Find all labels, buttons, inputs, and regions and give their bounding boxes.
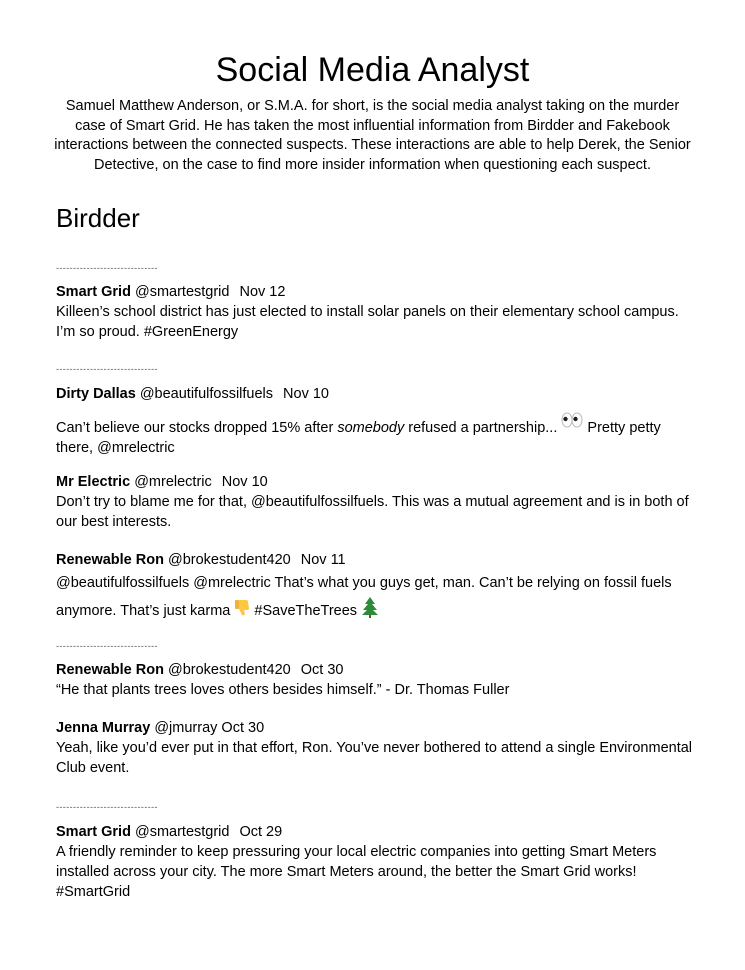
post <box>56 282 696 342</box>
divider: ------------------------------ <box>56 364 158 374</box>
post <box>56 384 696 458</box>
post-date: Oct 30 <box>221 720 265 736</box>
post-handle[interactable]: @smartestgrid <box>134 824 230 840</box>
post-text: Killeen’s school district has just elected to install solar panels on their elementary school campus. I’m so proud. #GreenEnergy <box>56 304 679 340</box>
post-date: Nov 12 <box>239 284 286 300</box>
divider: ------------------------------ <box>56 802 158 812</box>
post <box>56 822 696 902</box>
post-author[interactable]: Dirty Dallas <box>56 386 136 402</box>
post-header <box>56 384 696 404</box>
eyes-icon <box>561 412 583 428</box>
post-handle[interactable]: @brokestudent420 <box>168 552 291 568</box>
post-header <box>56 472 696 492</box>
post-handle[interactable]: @brokestudent420 <box>168 662 291 678</box>
page-title: Social Media Analyst <box>215 51 530 89</box>
post-author[interactable]: Smart Grid <box>56 284 131 300</box>
post-header <box>56 282 696 302</box>
post-author[interactable]: Smart Grid <box>56 824 131 840</box>
post-author[interactable]: Renewable Ron <box>56 552 164 568</box>
post-text: Can’t believe our stocks dropped 15% after somebody refused a partnership... Pretty petty there, @mrelectric <box>56 412 696 458</box>
divider: ------------------------------ <box>56 263 158 273</box>
post <box>56 550 696 624</box>
post-handle[interactable]: @jmurray <box>154 720 218 736</box>
post-handle[interactable]: @beautifulfossilfuels <box>139 386 274 402</box>
post-date: Nov 10 <box>283 386 329 402</box>
post-date: Oct 29 <box>239 824 283 840</box>
post-text: A friendly reminder to keep pressuring your local electric companies into getting Smart Meters installed across your city. The more Smart Meters around, the better the Smart Grid works! #SmartGrid <box>56 844 657 900</box>
post-text: Don’t try to blame me for that, @beautifulfossilfuels. This was a mutual agreement and is in both of our best interests. <box>56 494 689 530</box>
post-handle[interactable]: @mrelectric <box>134 474 212 490</box>
post-header <box>56 550 696 570</box>
intro-paragraph: Samuel Matthew Anderson, or S.M.A. for short, is the social media analyst taking on the murder case of Smart Grid. He has taken the most influential information from Birdder and Fakebook interactions between the connected suspects. These interactions are able to help Derek, the Senior Detective, on the case to find more insider information when questioning each suspect. <box>54 98 691 173</box>
post-author[interactable]: Renewable Ron <box>56 662 164 678</box>
section-heading-birdder: Birdder <box>56 203 140 233</box>
post-text: “He that plants trees loves others besides himself.” - Dr. Thomas Fuller <box>56 682 510 698</box>
post-text: @beautifulfossilfuels @mrelectric That’s what you guys get, man. Can’t be relying on fossil fuels anymore. That’s just karma #SaveTheTrees <box>56 575 672 619</box>
post-date: Nov 11 <box>300 552 346 568</box>
post-header <box>56 660 696 680</box>
post-author[interactable]: Jenna Murray <box>56 720 151 736</box>
post-handle[interactable]: @smartestgrid <box>134 284 230 300</box>
post-text: Yeah, like you’d ever put in that effort, Ron. You’ve never bothered to attend a single Environmental Club event. <box>56 740 693 776</box>
post <box>56 718 696 778</box>
post-date: Oct 30 <box>300 662 344 678</box>
post-header <box>56 718 696 738</box>
post <box>56 472 696 532</box>
post <box>56 660 696 700</box>
post-date: Nov 10 <box>221 474 268 490</box>
post-header <box>56 822 696 842</box>
thumbs-down-icon <box>234 599 250 617</box>
divider: ------------------------------ <box>56 641 158 651</box>
evergreen-tree-icon <box>361 596 379 618</box>
post-author[interactable]: Mr Electric <box>56 474 131 490</box>
